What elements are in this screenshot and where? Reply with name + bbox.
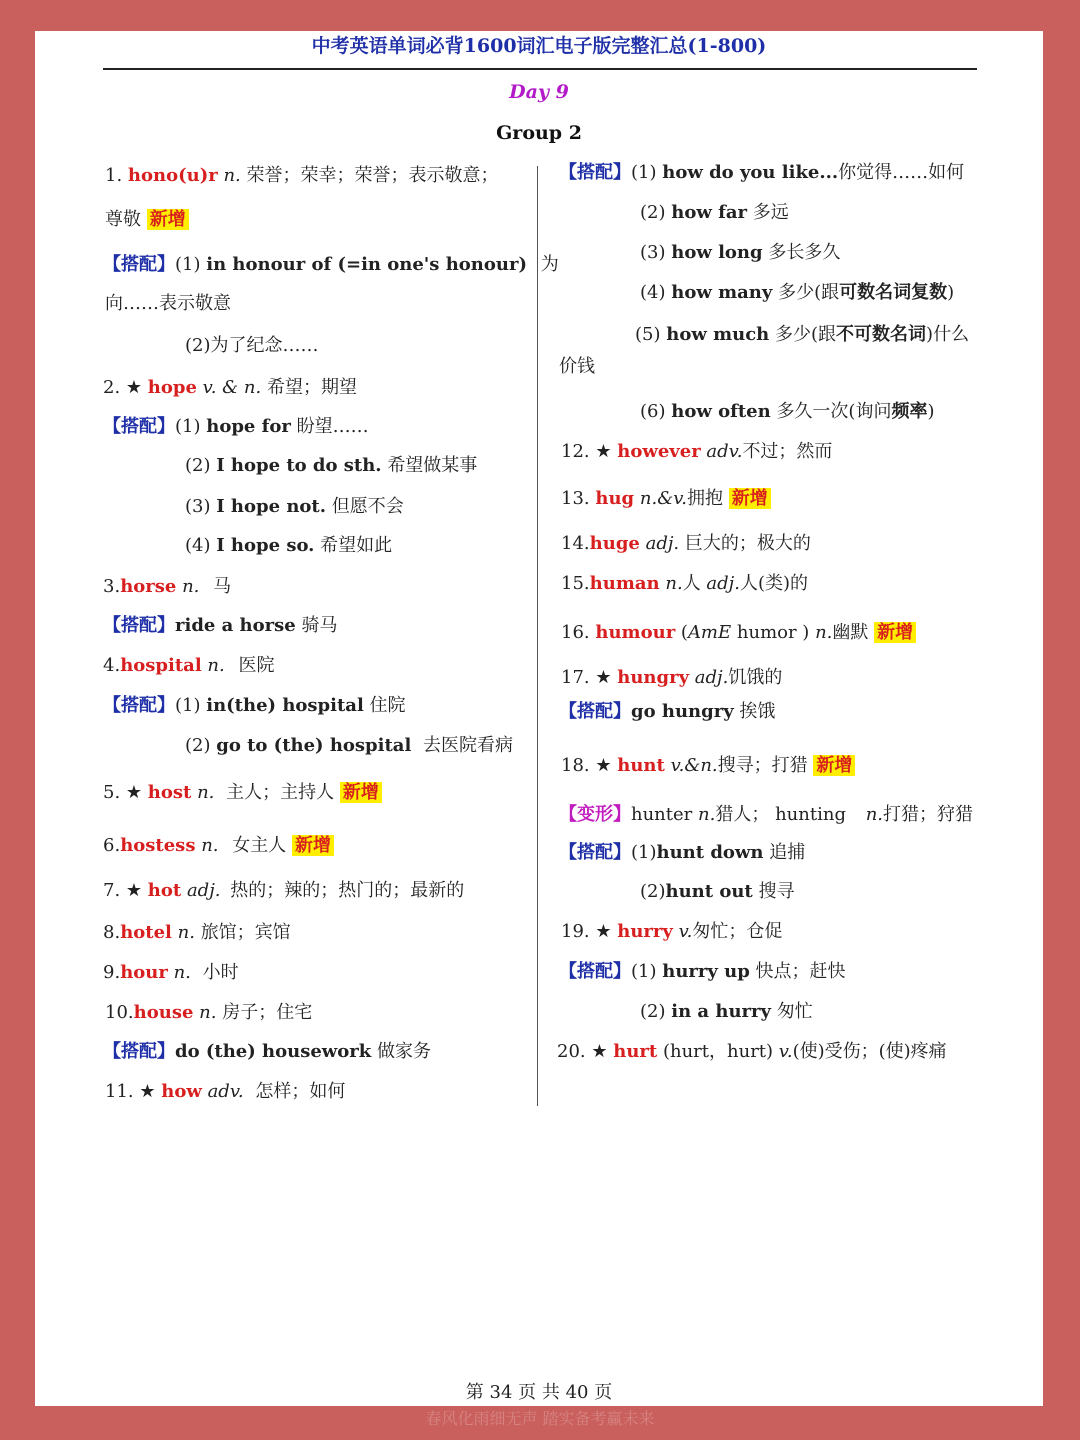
phrase-meaning-close: )什么 (926, 324, 970, 345)
star-icon: ★ (591, 1041, 608, 1062)
meaning-continued: 尊敬 (105, 209, 141, 230)
entry-hope (103, 376, 357, 400)
headword: horse (120, 576, 177, 597)
headword: hotel (120, 922, 172, 943)
phrase: hope for (206, 416, 291, 437)
phrase: how far (671, 202, 747, 223)
collocation-label: 【搭配】 (559, 961, 631, 982)
phrase-meaning: 多久一次(询问 (776, 401, 892, 422)
part-of-speech: adv. (706, 441, 743, 462)
phrase-meaning: 多远 (752, 202, 789, 223)
entry-number: 13. (561, 488, 590, 509)
phrase: I hope to do sth. (216, 455, 382, 476)
phrase-meaning: 骑马 (301, 615, 338, 636)
phrase-meaning: 追捕 (769, 842, 806, 863)
part-of-speech: v. & n. (202, 377, 262, 398)
entry-number: 2. (103, 377, 121, 398)
meaning: 搜寻；打猎 (717, 755, 808, 776)
part-of-speech: n. (197, 782, 215, 803)
group-title: Group 2 (496, 122, 582, 144)
sub-number: (6) (640, 401, 666, 422)
new-badge: 新增 (874, 622, 916, 643)
part-of-speech-2: adj. (706, 573, 740, 594)
meaning: (使)受伤；(使)疼痛 (792, 1041, 947, 1062)
collocation-hope-2 (185, 454, 477, 478)
variant-meaning-2: 打猎；狩猎 (883, 804, 974, 825)
variant-pos: n. (698, 804, 716, 825)
new-badge: 新增 (340, 782, 382, 803)
headword: hono(u)r (127, 165, 218, 186)
collocation-hunt-1 (559, 841, 805, 865)
part-of-speech: adv. (207, 1081, 244, 1102)
entry-how (105, 1080, 345, 1104)
phrase: hunt down (656, 842, 764, 863)
entry-huge (561, 532, 811, 556)
phrase: how much (666, 324, 770, 345)
sub-number: (1) (631, 842, 657, 863)
sub-number: (1) (631, 162, 657, 183)
phrase-meaning: 你觉得……如何 (838, 162, 965, 183)
phrase-meaning-close: ) (947, 282, 955, 303)
meaning: 主人；主持人 (226, 782, 335, 803)
entry-hunt (561, 754, 855, 778)
phrase: hurry up (662, 961, 750, 982)
entry-house (105, 1001, 312, 1025)
phrase: how many (671, 282, 773, 303)
phrase-meaning-emphasis: 频率 (891, 401, 928, 422)
phrase-meaning: 多长多久 (768, 242, 841, 263)
meaning: 旅馆；宾馆 (200, 922, 291, 943)
phrase-meaning-emphasis: 可数名词复数 (839, 282, 948, 303)
meaning: 医院 (238, 655, 275, 676)
part-of-speech: n. (223, 165, 241, 186)
entry-number: 20. (557, 1041, 586, 1062)
headword: hot (147, 880, 182, 901)
phrase-meaning: 但愿不会 (331, 496, 404, 517)
collocation-hospital-2 (185, 734, 513, 758)
meaning: 饥饿的 (728, 667, 783, 688)
sub-number: (4) (185, 535, 211, 556)
phrase: how long (671, 242, 763, 263)
page-number: 第 34 页 共 40 页 (465, 1382, 613, 1403)
entry-however (561, 440, 832, 464)
entry-number: 11. (105, 1081, 134, 1102)
meaning: 热的；辣的；热门的；最新的 (230, 880, 465, 901)
entry-number: 16. (561, 622, 590, 643)
phrase-meaning: 希望做某事 (387, 455, 478, 476)
star-icon: ★ (125, 782, 143, 803)
meaning: 匆忙；仓促 (692, 921, 783, 942)
meaning: 不过；然而 (742, 441, 833, 462)
part-of-speech: adj. (694, 667, 729, 688)
entry-number: 8. (103, 922, 121, 943)
collocation-how-2 (640, 201, 789, 225)
headword: hunt (617, 755, 665, 776)
entry-hot (103, 879, 464, 903)
entry-host (103, 781, 382, 805)
entry-hospital (103, 654, 274, 678)
collocation-honour-2 (185, 334, 319, 358)
collocation-hunt-2 (640, 880, 794, 904)
verb-forms: (hurt，hurt) (662, 1041, 774, 1062)
collocation-hope-3 (185, 495, 404, 519)
collocation-label: 【搭配】 (103, 695, 175, 716)
meaning: 人 (682, 573, 701, 594)
phrase: how do you like... (662, 162, 839, 183)
variant-hunt (559, 803, 973, 827)
sub-number: (1) (175, 416, 201, 437)
sub-number: (2) (640, 202, 666, 223)
meaning: 希望；期望 (266, 377, 357, 398)
sub-number: (3) (640, 242, 666, 263)
sub-number: (2) (185, 455, 211, 476)
part-of-speech: n. (199, 1002, 217, 1023)
collocation-hope-4 (185, 534, 392, 558)
collocation-horse (103, 614, 337, 638)
collocation-honour-1-line2 (105, 292, 231, 316)
phrase-meaning: 做家务 (376, 1041, 431, 1062)
collocation-hurry-1 (559, 960, 846, 984)
meaning: 怎样；如何 (255, 1081, 346, 1102)
entry-number: 18. (561, 755, 590, 776)
sub-number: (2) (185, 735, 211, 756)
sub-number: (3) (185, 496, 211, 517)
collocation-how-5-line2 (559, 355, 595, 379)
phrase-meaning-continued: 价钱 (559, 356, 595, 377)
phrase: ride a horse (175, 615, 296, 636)
phrase-meaning: 为 (540, 254, 559, 275)
sub-number: (1) (631, 961, 657, 982)
new-badge: 新增 (147, 209, 189, 230)
meaning: 拥抱 (686, 488, 723, 509)
phrase-meaning: 快点；赶快 (755, 961, 846, 982)
entry-number: 6. (103, 835, 121, 856)
entry-honour (105, 164, 499, 188)
collocation-hope-1 (103, 415, 369, 439)
entry-hostess (103, 834, 334, 858)
page-header-title: 中考英语单词必背1600词汇电子版完整汇总(1-800) (311, 35, 767, 57)
watermark-text: 春风化雨细无声 踏实备考赢未来 (425, 1409, 655, 1428)
part-of-speech: adj. (186, 880, 221, 901)
variant-word: hunter (631, 804, 693, 825)
meaning: 荣誉；荣幸；荣誉；表示敬意； (246, 165, 499, 186)
part-of-speech: n. (665, 573, 683, 594)
entry-number: 17. (561, 667, 590, 688)
collocation-label: 【搭配】 (559, 162, 631, 183)
phrase-meaning: 搜寻 (758, 881, 795, 902)
variant-pos-2: n. (865, 804, 884, 825)
entry-number: 4. (103, 655, 121, 676)
part-of-speech: n. (201, 835, 219, 856)
phrase-meaning: 多少(跟 (775, 324, 837, 345)
meaning: 小时 (202, 962, 239, 983)
entry-number: 10. (105, 1002, 134, 1023)
variant-open: ( (680, 622, 688, 643)
sub-number: (4) (640, 282, 666, 303)
entry-number: 12. (561, 441, 590, 462)
meaning-2: 人(类)的 (739, 573, 809, 594)
collocation-honour-1 (103, 253, 559, 277)
collocation-how-3 (640, 241, 840, 265)
entry-number: 3. (103, 576, 121, 597)
collocation-how-5 (635, 323, 969, 347)
variant-tag: AmE (687, 622, 732, 643)
phrase-meaning: (2)为了纪念…… (185, 335, 319, 356)
phrase: hunt out (665, 881, 753, 902)
part-of-speech: n. (207, 655, 225, 676)
phrase: I hope not. (216, 496, 326, 517)
meaning: 巨大的；极大的 (684, 533, 811, 554)
star-icon: ★ (595, 667, 612, 688)
entry-honour-line2 (105, 208, 189, 232)
phrase-meaning-emphasis: 不可数名词 (836, 324, 927, 345)
phrase-meaning-close: ) (927, 401, 935, 422)
collocation-hurry-2 (640, 1000, 813, 1024)
part-of-speech: adj. (645, 533, 680, 554)
part-of-speech: v. (678, 921, 693, 942)
collocation-label: 【搭配】 (103, 416, 175, 437)
phrase: in honour of (=in one's honour) (206, 254, 527, 275)
document-page (35, 31, 1043, 1406)
phrase-meaning: 希望如此 (320, 535, 393, 556)
phrase-meaning: 住院 (369, 695, 406, 716)
collocation-how-4 (640, 281, 954, 305)
star-icon: ★ (139, 1081, 156, 1102)
variant-word: humor ) (736, 622, 810, 643)
new-badge: 新增 (813, 755, 855, 776)
sub-number: (1) (175, 695, 201, 716)
entry-number: 15. (561, 573, 590, 594)
sub-number: (2) (640, 881, 666, 902)
meaning: 房子；住宅 (222, 1002, 313, 1023)
variant-meaning: 猎人； (715, 804, 770, 825)
new-badge: 新增 (729, 488, 771, 509)
phrase-meaning-continued: 向……表示敬意 (105, 293, 231, 314)
entry-hurt (557, 1040, 947, 1064)
entry-hotel (103, 921, 291, 945)
collocation-label: 【搭配】 (559, 842, 631, 863)
headword: however (617, 441, 701, 462)
entry-number: 19. (561, 921, 590, 942)
collocation-hungry (559, 700, 775, 724)
phrase-meaning: 去医院看病 (423, 735, 514, 756)
star-icon: ★ (595, 755, 612, 776)
new-badge: 新增 (292, 835, 334, 856)
headword: hurt (613, 1041, 658, 1062)
sub-number: (2) (640, 1001, 666, 1022)
entry-horse (103, 575, 231, 599)
phrase: I hope so. (216, 535, 315, 556)
phrase: how often (671, 401, 771, 422)
entry-hour (103, 961, 239, 985)
entry-hungry (561, 666, 782, 690)
phrase-meaning: 匆忙 (776, 1001, 813, 1022)
meaning: 幽默 (832, 622, 869, 643)
variant-word-2: hunting (775, 804, 846, 825)
part-of-speech: n. (182, 576, 200, 597)
part-of-speech: v. (778, 1041, 793, 1062)
meaning: 马 (213, 576, 232, 597)
collocation-label: 【搭配】 (559, 701, 631, 722)
star-icon: ★ (125, 880, 143, 901)
sub-number: (5) (635, 324, 661, 345)
collocation-how-1 (559, 161, 964, 185)
part-of-speech: v.&n. (670, 755, 718, 776)
part-of-speech: n. (815, 622, 833, 643)
part-of-speech: n.&v. (639, 488, 687, 509)
headword: house (133, 1002, 194, 1023)
headword: human (589, 573, 660, 594)
headword: hostess (120, 835, 196, 856)
headword: host (147, 782, 192, 803)
collocation-house (103, 1040, 431, 1064)
entry-number: 7. (103, 880, 121, 901)
entry-number: 14. (561, 533, 590, 554)
entry-hurry (561, 920, 782, 944)
entry-humour (561, 621, 916, 645)
phrase-meaning: 挨饿 (739, 701, 776, 722)
entry-number: 1. (105, 165, 123, 186)
collocation-label: 【搭配】 (103, 254, 175, 275)
headword: hospital (120, 655, 202, 676)
entry-human (561, 572, 808, 596)
phrase: go hungry (631, 701, 734, 722)
day-title: Day 9 (509, 81, 569, 103)
collocation-label: 【搭配】 (103, 615, 175, 636)
entry-number: 9. (103, 962, 121, 983)
headword: hurry (617, 921, 673, 942)
collocation-hospital-1 (103, 694, 406, 718)
header-rule (103, 68, 977, 70)
phrase: in a hurry (671, 1001, 771, 1022)
headword: humour (595, 622, 676, 643)
variant-label: 【变形】 (559, 804, 631, 825)
headword: huge (589, 533, 640, 554)
phrase: do (the) housework (175, 1041, 372, 1062)
phrase: in(the) hospital (206, 695, 364, 716)
headword: hour (120, 962, 168, 983)
phrase: go to (the) hospital (216, 735, 412, 756)
star-icon: ★ (595, 921, 612, 942)
part-of-speech: n. (173, 962, 191, 983)
headword: hungry (617, 667, 690, 688)
star-icon: ★ (125, 377, 143, 398)
headword: how (161, 1081, 202, 1102)
phrase-meaning: 多少(跟 (778, 282, 840, 303)
entry-hug (561, 487, 771, 511)
headword: hug (595, 488, 635, 509)
entry-number: 5. (103, 782, 121, 803)
column-divider (537, 166, 538, 1106)
star-icon: ★ (595, 441, 612, 462)
phrase-meaning: 盼望…… (296, 416, 369, 437)
part-of-speech: n. (177, 922, 195, 943)
collocation-how-6 (640, 400, 935, 424)
headword: hope (147, 377, 197, 398)
sub-number: (1) (175, 254, 201, 275)
meaning: 女主人 (232, 835, 287, 856)
collocation-label: 【搭配】 (103, 1041, 175, 1062)
